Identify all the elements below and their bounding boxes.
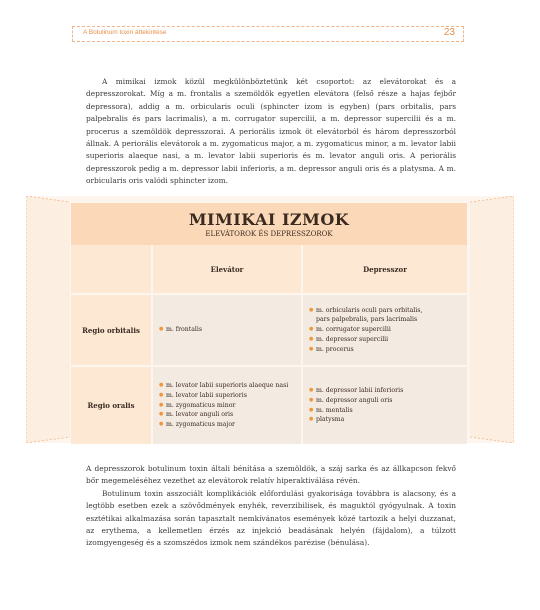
table-title: MIMIKAI IZMOK — [188, 210, 350, 229]
page-number: 23 — [443, 27, 455, 38]
table-subtitle: ELEVÁTOROK ÉS DEPRESSZOROK — [205, 230, 333, 238]
cell-orbitalis-depressor — [303, 295, 467, 365]
list-item: ● m. depressor labii inferioris — [309, 386, 467, 396]
cell-orbitalis-elevator — [153, 295, 301, 365]
intro-paragraph-text: A mimikai izmok közül megkülönböztetünk két csoportot: az elevátorokat és a depresszorokat. Míg a m. frontalis a szemöldök egyetlen elevátora (felső része a hajas fejbőr depressora), addig a m. orbicularis oculi (sphincter izom is egyben) (pars orbitalis, pars palpebralis és pars lacrimalis), a m. corrugator supercilii, a m. depressor supercilii és a m. procerus a szemöldök depresszorai. A periorális izmok öt elevátorból és három depresszorból állnak. A periorális elevátorok a m. zygomaticus major, a m. zygomaticus minor, a m. levator labii superioris alaeque nasi, a m. levator labii superioris és m. levator anguli oris. A periorális depresszorok pedig a m. depressor labii inferioris, a m. depressor anguli oris és a platysma. A m. orbicularis oris valódi sphincter izom. — [86, 77, 456, 186]
list-item: ● m. orbicularis oculi pars orbitalis, — [309, 306, 467, 316]
muscles-table — [71, 203, 467, 444]
list-item: ● m. levator anguli oris — [159, 410, 301, 420]
closing-paragraphs — [86, 463, 456, 550]
column-header-elevator: Elevátor — [153, 245, 301, 293]
list-item: ● m. levator labii superioris — [159, 391, 301, 401]
list-item: ● m. frontalis — [159, 325, 301, 335]
list-item: ● m. levator labii superioris alaeque nasi — [159, 381, 301, 391]
intro-paragraph — [86, 76, 456, 188]
list-item: ● m. zygomaticus major — [159, 420, 301, 430]
closing-paragraph-1: A depresszorok botulinum toxin általi bénítása a szemöldök, a száj sarka és az állkapcson fekvő bőr megemeléséhez vezethet az elevátorok relatív hiperaktiválása révén. — [86, 464, 456, 486]
cell-oralis-elevator — [153, 367, 301, 444]
running-header — [72, 26, 464, 42]
list-item: ● m. depressor anguli oris — [309, 396, 467, 406]
running-header-title: A Botulinum toxin áttekintése — [83, 29, 167, 36]
list-item: ● m. zygomaticus minor — [159, 401, 301, 411]
list-item: ● m. procerus — [309, 345, 467, 355]
row-header-orbitalis: Regio orbitalis — [71, 295, 151, 365]
cell-oralis-depressor — [303, 367, 467, 444]
column-header-depressor: Depresszor — [303, 245, 467, 293]
list-item: ● platysma — [309, 415, 467, 425]
table-header — [71, 203, 467, 245]
list-item: ● m. corrugator supercilii — [309, 325, 467, 335]
list-item: pars palpebralis, pars lacrimalis — [316, 316, 418, 324]
list-item: ● m. mentalis — [309, 406, 467, 416]
corner-cell — [71, 245, 151, 293]
closing-paragraph-2: Botulinum toxin asszociált komplikációk előfordulási gyakorisága továbbra is alacsony, és a legtöbb esetben ezek a szövődmények enyhék, reverzibilisek, és maguktól gyógyulnak. A toxin esztétikai alkalmazása során tapasztalt nemkívánatos események közé tartozik a helyi duzzanat, az erythema, a kellemetlen érzés az injekció beadásának helyén (fájdalom), a túlzott izomgyengeség és a szomszédos izmok nem szándékos parézise (bénulása). — [86, 488, 456, 548]
list-item: ● m. depressor supercilii — [309, 335, 467, 345]
row-header-oralis: Regio oralis — [71, 367, 151, 444]
